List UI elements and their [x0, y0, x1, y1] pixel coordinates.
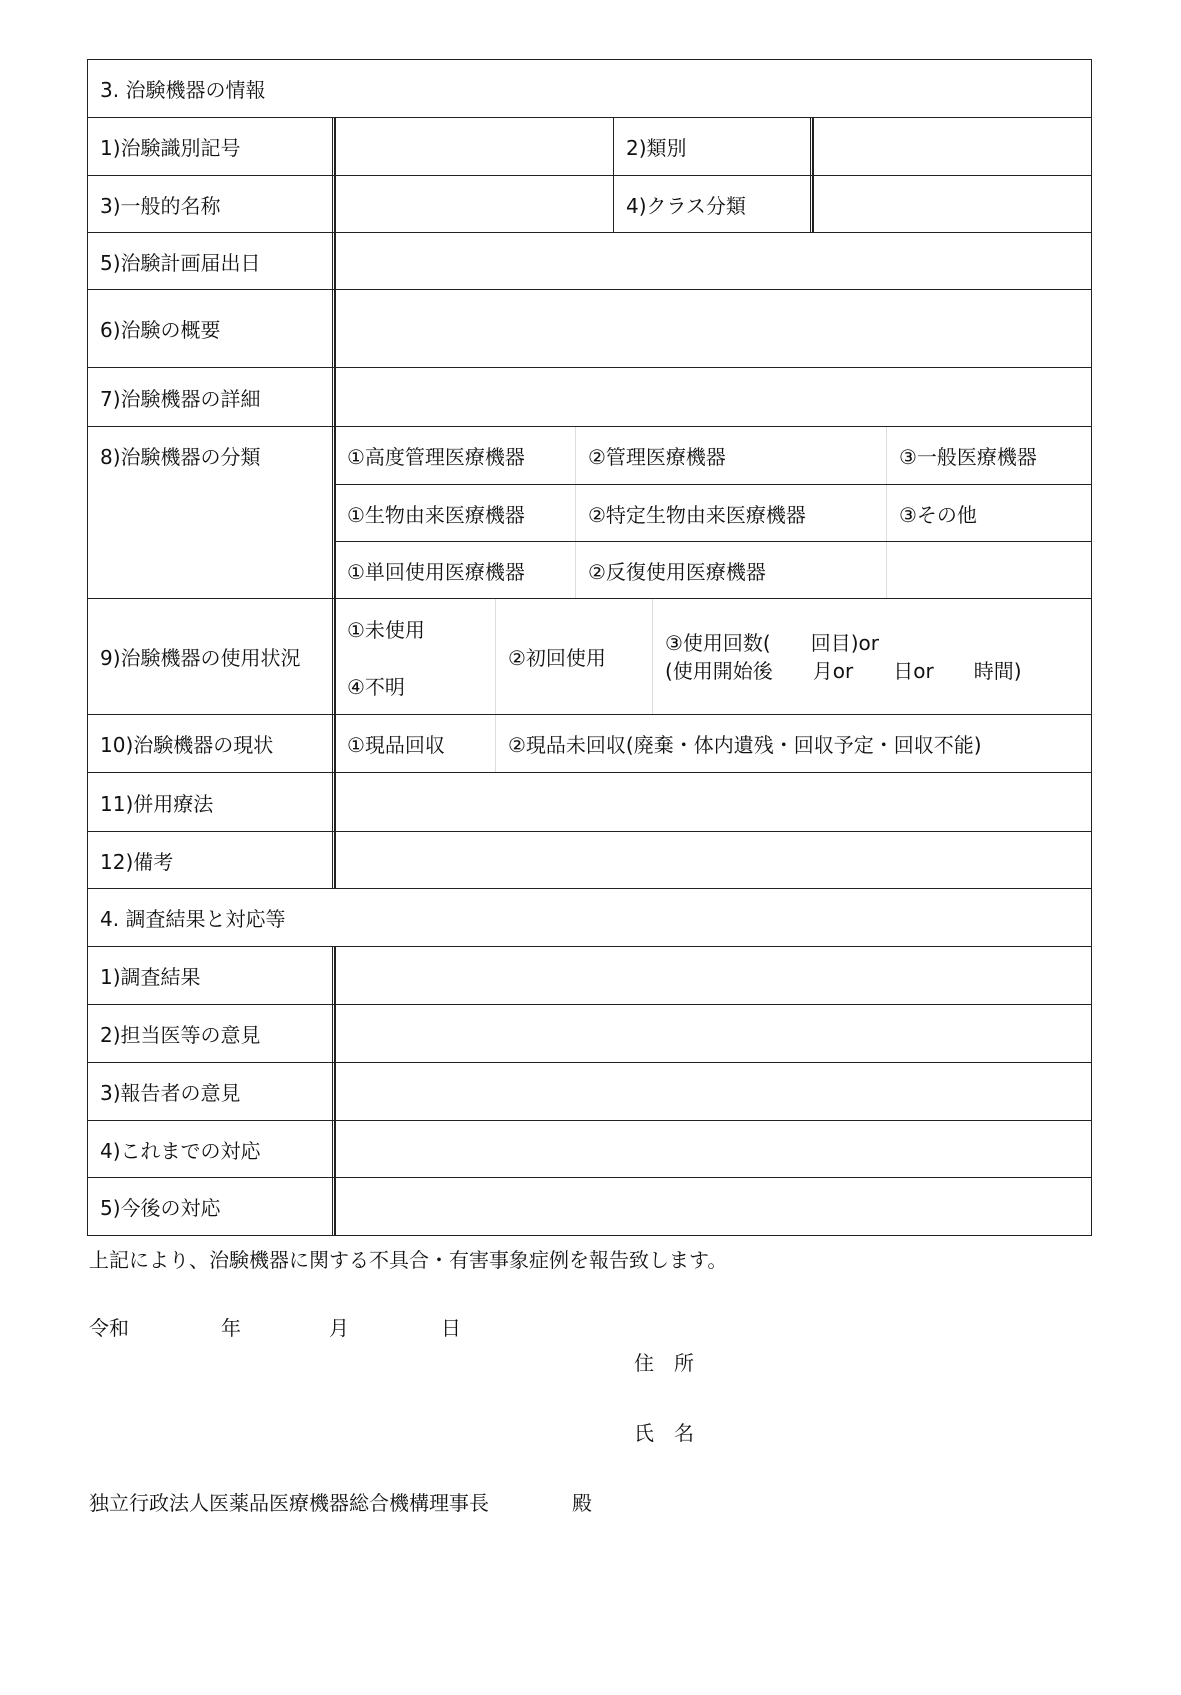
label-cell	[87, 117, 335, 176]
label-cell	[613, 175, 813, 233]
overview-field[interactable]	[334, 289, 1092, 368]
field-label: 2)担当医等の意見	[100, 1023, 261, 1047]
concomitant-therapy-field[interactable]	[334, 772, 1092, 832]
option-label: ②管理医療機器	[588, 445, 726, 469]
field-label: 12)備考	[100, 849, 174, 874]
label-cell	[87, 714, 335, 773]
class-field[interactable]	[812, 175, 1092, 233]
name-label: 氏 名	[634, 1421, 694, 1445]
details-field[interactable]	[334, 367, 1092, 427]
field-label: 5)今後の対応	[100, 1196, 221, 1220]
plan-date-field[interactable]	[334, 232, 1092, 290]
option-label: ④不明	[347, 675, 405, 699]
classification-row	[334, 484, 1092, 542]
option[interactable]	[335, 542, 576, 598]
double-divider	[810, 117, 814, 233]
field-label: 3)報告者の意見	[100, 1081, 241, 1105]
label-cell	[87, 232, 335, 290]
option-not-recovered[interactable]	[496, 715, 1091, 772]
option-use-count[interactable]	[653, 599, 1091, 714]
field-label: 11)併用療法	[100, 791, 214, 816]
option-label: ①単回使用医療機器	[347, 559, 525, 584]
label-cell	[87, 831, 335, 889]
statement-text: 上記により、治験機器に関する不具合・有害事象症例を報告致します。	[89, 1248, 728, 1272]
option-label: ①生物由来医療機器	[347, 502, 525, 527]
section3-header	[87, 59, 1092, 118]
section4-header	[87, 888, 1092, 947]
option-label: (使用開始後 月or 日or 時間)	[665, 658, 1022, 683]
option-unknown[interactable]	[335, 657, 496, 714]
honorific-text: 殿	[572, 1491, 592, 1515]
field-label: 2)類別	[626, 136, 687, 160]
option[interactable]	[576, 542, 887, 598]
category-field[interactable]	[812, 117, 1092, 176]
classification-row	[334, 426, 1092, 485]
day-label: 日	[441, 1316, 461, 1340]
double-divider	[332, 117, 336, 598]
option-first-use[interactable]	[496, 599, 653, 714]
option-label: ①未使用	[347, 617, 425, 642]
generic-name-field[interactable]	[334, 175, 614, 233]
field-label: 7)治験機器の詳細	[100, 386, 261, 411]
option-label: ③その他	[899, 502, 977, 527]
label-cell	[613, 117, 813, 176]
label-cell	[87, 772, 335, 832]
year-label: 年	[221, 1316, 241, 1340]
field-label: 10)治験機器の現状	[100, 733, 274, 757]
option-label: ②反復使用医療機器	[588, 559, 766, 584]
label-cell	[87, 1177, 335, 1236]
label-cell	[87, 426, 335, 599]
label-cell	[87, 1062, 335, 1121]
current-status-cell	[334, 714, 1092, 773]
option-label: ②初回使用	[508, 646, 606, 670]
option[interactable]	[887, 485, 1091, 541]
option-unused[interactable]	[335, 599, 496, 657]
future-response-field[interactable]	[334, 1177, 1092, 1236]
field-label: 8)治験機器の分類	[100, 445, 261, 469]
option[interactable]	[335, 427, 576, 484]
usage-status-cell	[334, 598, 1092, 715]
double-divider	[332, 946, 336, 1236]
field-label: 6)治験の概要	[100, 318, 221, 342]
label-cell	[87, 598, 335, 715]
era-label: 令和	[89, 1316, 129, 1340]
field-label: 4)これまでの対応	[100, 1138, 261, 1163]
field-label: 1)調査結果	[100, 965, 201, 989]
month-label: 月	[329, 1316, 349, 1340]
investigation-result-field[interactable]	[334, 946, 1092, 1005]
label-cell	[87, 946, 335, 1005]
option-label: ②特定生物由来医療機器	[588, 502, 806, 527]
option-label: ①現品回収	[347, 733, 445, 757]
option-label: ②現品未回収(廃棄・体内遺残・回収予定・回収不能)	[508, 733, 982, 757]
address-label: 住 所	[634, 1351, 694, 1375]
option[interactable]	[887, 427, 1091, 484]
remarks-field[interactable]	[334, 831, 1092, 889]
section-title: 4. 調査結果と対応等	[100, 907, 286, 931]
label-cell	[87, 1120, 335, 1178]
past-response-field[interactable]	[334, 1120, 1092, 1178]
section-title: 3. 治験機器の情報	[100, 78, 266, 102]
option-label: ③使用回数( 回目)or	[665, 630, 879, 655]
option-label: ①高度管理医療機器	[347, 445, 525, 469]
field-label: 5)治験計画届出日	[100, 250, 261, 275]
option[interactable]	[335, 485, 576, 541]
label-cell	[87, 289, 335, 368]
field-label: 4)クラス分類	[626, 193, 746, 218]
field-label: 9)治験機器の使用状況	[100, 646, 301, 670]
option-label: ③一般医療機器	[899, 445, 1037, 469]
option[interactable]	[576, 485, 887, 541]
reporter-opinion-field[interactable]	[334, 1062, 1092, 1121]
classification-row	[334, 541, 1092, 599]
double-divider	[332, 598, 336, 888]
label-cell	[87, 1004, 335, 1063]
trial-id-field[interactable]	[334, 117, 614, 176]
option-recovered[interactable]	[335, 715, 496, 772]
field-label: 1)治験識別記号	[100, 136, 241, 160]
field-label: 3)一般的名称	[100, 193, 221, 218]
option[interactable]	[576, 427, 887, 484]
label-cell	[87, 367, 335, 427]
label-cell	[87, 175, 335, 233]
addressee-text: 独立行政法人医薬品医療機器総合機構理事長	[89, 1491, 489, 1515]
physician-opinion-field[interactable]	[334, 1004, 1092, 1063]
